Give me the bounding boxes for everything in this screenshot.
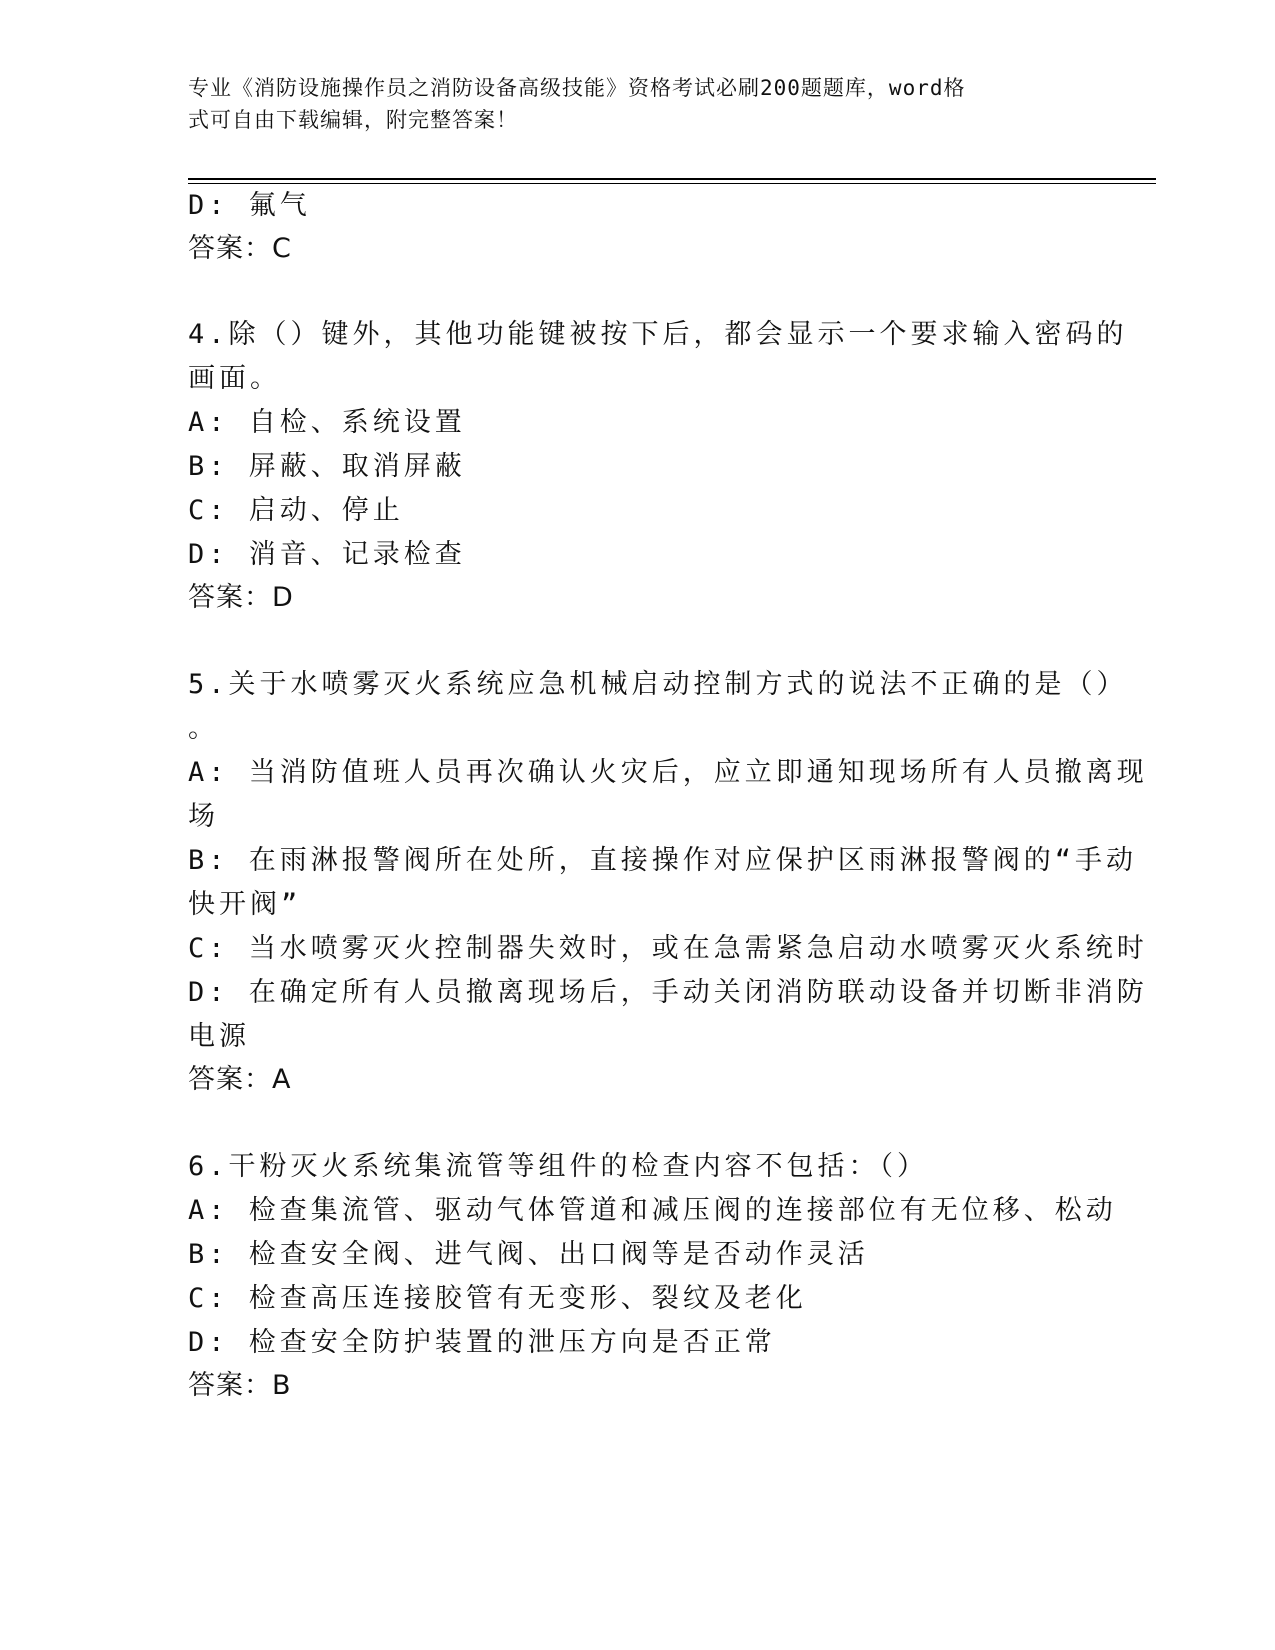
q5-option-c: C: 当水喷雾灭火控制器失效时，或在急需紧急启动水喷雾灭火系统时: [188, 933, 1148, 964]
header-divider-thin: [188, 183, 1156, 184]
q5-option-d-line-1: D: 在确定所有人员撤离现场后，手动关闭消防联动设备并切断非消防: [188, 977, 1148, 1008]
q6-option-b: B: 检查安全阀、进气阀、出口阀等是否动作灵活: [188, 1239, 869, 1270]
header-line-2: 式可自由下载编辑，附完整答案！: [188, 108, 518, 132]
q5-option-b-line-2: 快开阀”: [188, 889, 302, 920]
q4-option-d: D: 消音、记录检查: [188, 539, 466, 570]
q4-option-a: A: 自检、系统设置: [188, 407, 466, 438]
q4-option-b: B: 屏蔽、取消屏蔽: [188, 451, 466, 482]
q5-answer: 答案：A: [188, 1064, 292, 1095]
header-divider-thick: [188, 178, 1156, 180]
q5-stem-line-1: 5.关于水喷雾灭火系统应急机械启动控制方式的说法不正确的是（）: [188, 669, 1128, 700]
document-header: [188, 72, 1068, 136]
q4-answer: 答案：D: [188, 582, 294, 613]
q4-stem-line-1: 4.除（）键外，其他功能键被按下后，都会显示一个要求输入密码的: [188, 319, 1128, 350]
q5-option-d-line-2: 电源: [188, 1021, 250, 1052]
q4-stem-line-2: 画面。: [188, 363, 281, 394]
q3-answer: 答案：C: [188, 233, 292, 264]
q5-option-a-line-2: 场: [188, 801, 219, 832]
q6-option-d: D: 检查安全防护装置的泄压方向是否正常: [188, 1327, 776, 1358]
q5-option-b-line-1: B: 在雨淋报警阀所在处所，直接操作对应保护区雨淋报警阀的“手动: [188, 845, 1138, 876]
q6-stem: 6.干粉灭火系统集流管等组件的检查内容不包括：（）: [188, 1151, 929, 1182]
q6-answer: 答案：B: [188, 1370, 292, 1401]
q3-option-d: D: 氟气: [188, 190, 311, 221]
q6-option-a: A: 检查集流管、驱动气体管道和减压阀的连接部位有无位移、松动: [188, 1195, 1117, 1226]
q5-option-a-line-1: A: 当消防值班人员再次确认火灾后，应立即通知现场所有人员撤离现: [188, 757, 1148, 788]
header-line-1: 专业《消防设施操作员之消防设备高级技能》资格考试必刷200题题库，word格: [188, 76, 966, 100]
q4-option-c: C: 启动、停止: [188, 495, 404, 526]
q5-stem-line-2: 。: [188, 713, 219, 744]
q6-option-c: C: 检查高压连接胶管有无变形、裂纹及老化: [188, 1283, 807, 1314]
